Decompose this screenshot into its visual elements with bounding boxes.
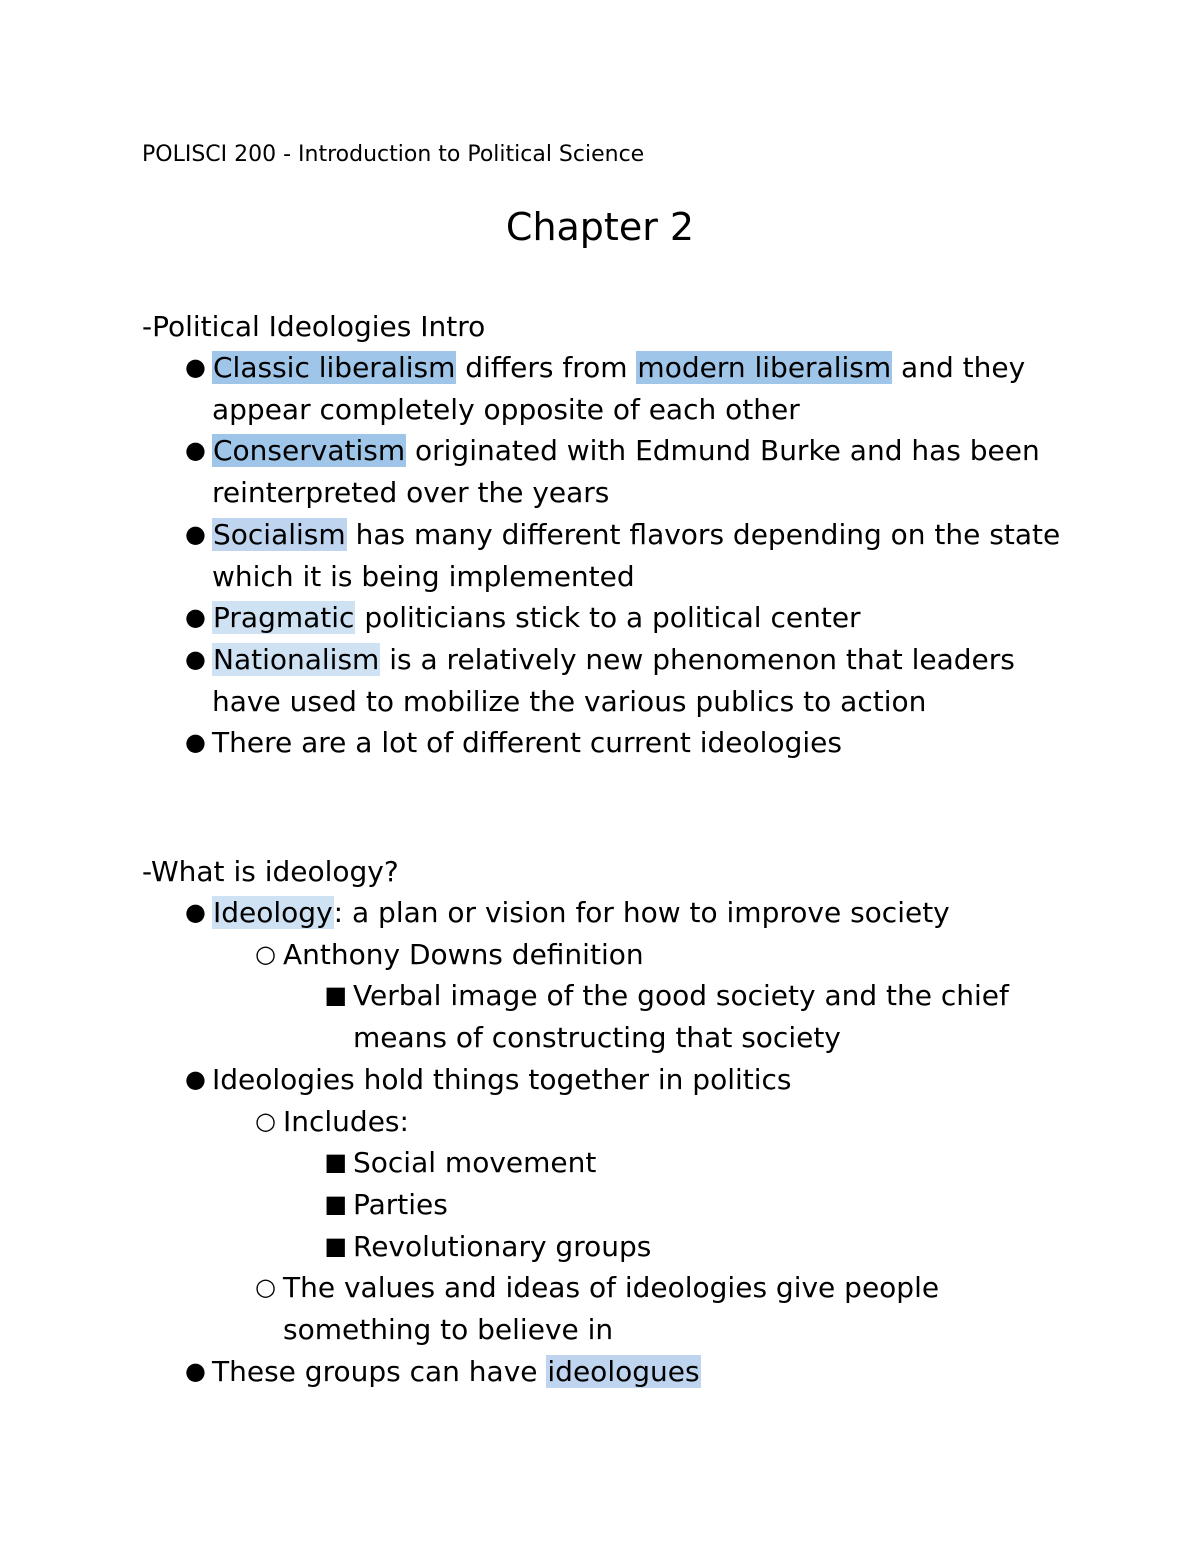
item-text: Anthony Downs definition bbox=[283, 937, 644, 971]
course-header: POLISCI 200 - Introduction to Political Science bbox=[142, 142, 645, 167]
square-bullet-icon: ■ bbox=[324, 1231, 347, 1260]
list-item bbox=[142, 347, 1072, 430]
item-text: Verbal image of the good society and the chief means of constructing that society bbox=[353, 979, 1009, 1055]
section-heading: -Political Ideologies Intro bbox=[142, 310, 486, 343]
bullet-icon: ● bbox=[185, 603, 206, 632]
item-text: These groups can have bbox=[212, 1354, 547, 1388]
section-what-is-ideology bbox=[142, 851, 1072, 1392]
list-item bbox=[142, 514, 1072, 597]
bullet-icon: ● bbox=[185, 1064, 206, 1093]
highlighted-term: Conservatism bbox=[213, 434, 406, 468]
list-item bbox=[142, 1142, 1072, 1184]
list-item bbox=[142, 722, 1072, 764]
item-text: Includes: bbox=[283, 1104, 409, 1138]
bullet-icon: ● bbox=[185, 898, 206, 926]
list-item bbox=[142, 934, 1072, 976]
highlighted-term: Socialism bbox=[213, 517, 346, 551]
list-item bbox=[142, 430, 1072, 513]
bullet-icon: ● bbox=[185, 1356, 206, 1385]
square-bullet-icon: ■ bbox=[324, 1148, 347, 1177]
item-text: politicians stick to a political center bbox=[355, 601, 861, 635]
square-bullet-icon: ■ bbox=[324, 981, 347, 1010]
square-bullet-icon: ■ bbox=[324, 1189, 347, 1218]
hollow-bullet-icon: ○ bbox=[255, 1106, 276, 1135]
highlighted-term: Ideology bbox=[213, 896, 333, 929]
list-item bbox=[142, 1226, 1072, 1268]
bullet-icon: ● bbox=[185, 644, 206, 673]
section-heading: -What is ideology? bbox=[142, 855, 399, 888]
item-text: : a plan or vision for how to improve society bbox=[333, 896, 950, 929]
item-text: is a relatively new phenomenon that leaders have used to mobilize the various publics to action bbox=[212, 642, 1015, 718]
bullet-icon: ● bbox=[185, 436, 206, 465]
item-text: Ideologies hold things together in politics bbox=[212, 1062, 792, 1096]
item-text: has many different flavors depending on the state which it is being implemented bbox=[212, 517, 1061, 593]
hollow-bullet-icon: ○ bbox=[255, 1273, 276, 1302]
item-text: Social movement bbox=[353, 1146, 597, 1180]
list-item bbox=[142, 639, 1072, 722]
item-text: Revolutionary groups bbox=[353, 1229, 652, 1263]
item-text: There are a lot of different current ideologies bbox=[212, 726, 842, 760]
highlighted-term: Nationalism bbox=[213, 642, 380, 676]
highlighted-term: ideologues bbox=[547, 1354, 700, 1388]
chapter-title: Chapter 2 bbox=[505, 205, 695, 249]
highlighted-term: modern liberalism bbox=[637, 351, 892, 384]
list-item bbox=[142, 1351, 1072, 1393]
list-item bbox=[142, 1267, 1072, 1350]
list-item bbox=[142, 1184, 1072, 1226]
highlighted-term: Pragmatic bbox=[213, 601, 355, 635]
hollow-bullet-icon: ○ bbox=[255, 939, 276, 968]
list-item bbox=[142, 597, 1072, 639]
list-item bbox=[142, 892, 1072, 934]
highlighted-term: Classic liberalism bbox=[213, 351, 456, 384]
item-text: and they appear completely opposite of each other bbox=[212, 351, 1026, 426]
section-political-ideologies-intro bbox=[142, 306, 1072, 764]
item-text: The values and ideas of ideologies give people something to believe in bbox=[283, 1271, 940, 1347]
bullet-icon: ● bbox=[185, 728, 206, 757]
list-item bbox=[142, 975, 1072, 1058]
item-text: originated with Edmund Burke and has been reinterpreted over the years bbox=[212, 434, 1040, 510]
bullet-icon: ● bbox=[185, 353, 206, 381]
list-item bbox=[142, 1059, 1072, 1101]
bullet-icon: ● bbox=[185, 519, 206, 548]
item-text: Parties bbox=[353, 1187, 448, 1221]
list-item bbox=[142, 1101, 1072, 1143]
item-text: differs from bbox=[456, 351, 637, 384]
